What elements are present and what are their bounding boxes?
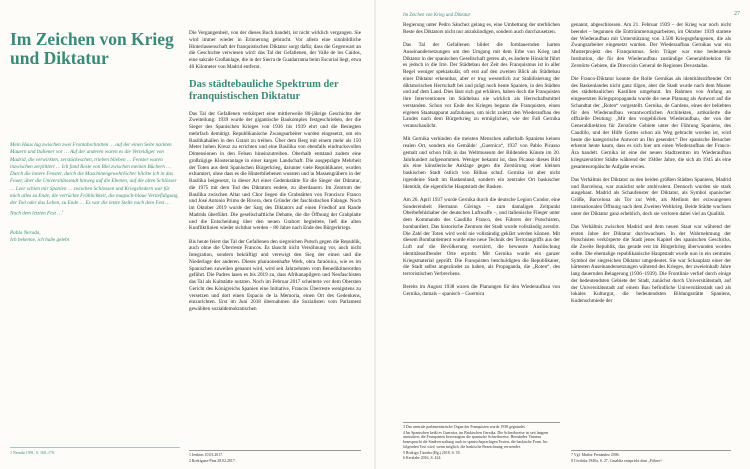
footnote: 1 Jenkins 10.03.2017.	[189, 453, 224, 457]
footnote: 7 Vgl. Muñoz Fernández 2006.	[571, 453, 620, 457]
left-column-footnotes	[189, 450, 361, 464]
body-paragraph: Die Franco-Diktatur konnte die Rolle Gernikas als identitätsstiftender Ort des Baskenlandes nicht ganz tilgen, aber die Stadt wurde nach dem Muster des städtebaulichen Kastilien umgebaut. Im Rahmen von Anfang an eingesetzten Kriegspropaganda wurde die neue Planung als Antwort auf die Schandtat der „Roten“ vorgestellt. Gernika, de Gardens, eines der beliebten für den Wiederaufbau verantwortlichen Architekten, artikulierte die offizielle Deutung: „Mit den vorgeblichen Wiederaufbau, der von der Generaldirektion für Zerstörte Gebiete unter der Führung Spaniens, des Caudillo, und der Hilfe Gottes schon als Weg gebracht worden ist, wird heute die kategorische Antwort an Ihn gesendet.“ Der spanische Besucher erkennt heute kaum, dass es sich hier um einen Wiederaufbau der Franco-Ära handelt. Gernika ist eine der neuen Stadtzentren im Wiederaufbau kriegszerstörter Städte während der 1940er Jahre, die sich ab 1945 als eine gesamteuropäische Aufgabe erwies.	[571, 75, 731, 170]
page-number: 27	[734, 11, 740, 17]
footnote: 3 Das zentrale parlamentarische Organ der Franquisten wurde 1938 gegründet.	[403, 425, 526, 429]
body-paragraph: Das Verhältnis der Diktatur zu den beiden größten Städten Spaniens, Madrid und Barcelona, war zunächst sehr ambivalent. Dennoch wurden sie stark ausgebaut. Madrid als Schaufenster der Diktatur, als Symbol spanischer Größe, Barcelona als Tor zur Welt, als Medium der erzwungenen internationalen Öffnung nach dem Zweiten Weltkrieg. Beide Städte wuchsen unter der Diktatur ganz erheblich, doch sie verloren dabei viel an Qualität.	[571, 176, 731, 217]
epigraph-author: Pablo Neruda,	[10, 230, 41, 236]
right-column-2-footnotes	[571, 450, 731, 464]
footnote: 2 Rodríguez-Pina 28.02.2017.	[189, 458, 236, 463]
footnote: 5 Rodrigo Tárraba (Hg.) 2018, S. 55.	[403, 450, 461, 455]
right-page	[376, 0, 750, 469]
footnote: 8 Córdoba 1940a, S. 27, Casaldiz entspricht dem „Führer“.	[571, 458, 663, 463]
left-text-column	[189, 30, 361, 468]
intro-paragraph: Die Vergangenheit, von der dieses Buch handelt, ist nicht wirklich vergangen. Sie wird immer wieder in Erinnerung gebracht. Vor allem eine sinnbildliche Hinterlassenschaft der franquistischen Diktatur sorgt dafür, dass die Gegenwart an die Geschichte verwiesen wird: das Tal der Gefallenen, der Valle de los Caídos, eine sakrale Großanlage, die in der Sierra de Guadarrama beim Escorial liegt, etwa 40 Kilometer von Madrid entfernt.	[189, 30, 361, 70]
left-page	[0, 0, 374, 469]
body-paragraph: Mit Gernika verbinden die meisten Menschen außerhalb Spaniens keinen realen Ort, sondern ein Gemälde: „Guernica“, 1937 von Pablo Picasso gemalt und schon früh in das Weltmuseum der Bildenden Künste im 20. Jahrhundert aufgenommen. Weniger bekannt ist, dass Picasso dieses Bild als eine künstlerische Anklage gegen die Zerstörung einer kleinen baskischen Stadt östlich von Bilbao schuf. Gernika ist aber nicht irgendeine Stadt im Baskenland, sondern ein zentraler Ort baskischer Identität, die eigentliche Hauptstadt der Basken.	[403, 136, 560, 190]
body-paragraph: Das Verhältnis zwischen Madrid und dem neuen Staat war während der ersten Jahre der Diktatur durchwachsen. In der Wahrnehmung der Putschisten verkörperte die Stadt jenes Kapitel des spanischen Geschicks, die Zweite Republik, das gerade erst im Bürgerkrieg überwunden worden sollte. Die ehemalige republikanische Hauptstadt wurde nun in ein zentrales Symbol der siegreichen Diktatur umgedeutet. Sie war Schauplatz einer der härtesten Auseinandersetzungen während des Krieges, der zweieinhalb Jahre lang dauernden Belagerung (1936–1939). Die Frontlinie verlief durch einige der bedeutendsten Gebiete der Stadt, zunächst durch Universitätsstadt, auf der Universitätsstadt auf einem Bau befindliche Universitätsstadt und als lokales Kulturgut, die bedeutendsten Bildungsstätte Spaniens, Kudenschmiede der	[571, 223, 731, 304]
body-paragraph: Das Tal der Gefallenen bildet die fortdauernden harten Auseinandersetzungen um den Umgang mit dem Erbe von Krieg und Diktatur in der spanischen Gesellschaft getreu ab, es änderte Hinsicht führt es jedoch in die Irre. Der Städtebau der Zeit des Franquismus ist in aller Regel weniger spektakulär, oft erst auf den zweiten Blick als Städtebau einer Diktatur erkennbar, aber er trug wesentlich zur Stabilisierung der diktatorischen Herrschaft bei und prägt noch heute Spanien, in den Städten und auf dem Land. Dies lässt sich gut erklären, haben doch die Franquisten ihre Interventionen im Städtebau nie wirklich als Herrschaftsmittel verstanden. Schon vor Ende des Krieges begann die Franquisten, einen eigenen Staatsapparat aufzubauen, um nicht zuletzt den Wiederaufbau des Landes nach dem Bürgerkrieg zu ermöglichen, wie der Fall Gernika veranschaulicht.	[403, 42, 560, 129]
right-text-column-1	[403, 22, 560, 419]
epigraph-text: Mein Haus lag zwischen zwei Frontabschnitten … auf der einen Seite nackten Mauern und Italiener vor … Auf der anderen waren es die Verteidiger von Madrid, die verwirkten, zerstückeschen, trieben blieben … Fenster waren inzwischen zerplittert … Ich fand Reste von Blei zwischen meinen Büchern … Durch die innere Fenster, durch die Maschinengewehrlöcher blickte ich in das Feuer, über die Universitätsstadt hinweg auf die Ebenen, auf die alten Schlösser … Leer schien mir Spanien … zwischen Schlossen und Kriegsliedern war für mich alles zu Ende, die verrückte Fröhlichkeit, die magisch-blaue Vertiefidigung, der Tod oder das Leben, zu Ende … Es war die letzte Stelle nach dem Fest … Nach dem letzten Fest …	[10, 142, 179, 217]
chapter-epigraph	[10, 142, 180, 218]
body-paragraph: Das Tal der Gefallenen verkörpert eine mittlerweile 80-jährige Geschichte der Zweiteilung: 1939 wurde der gigantische Baukomplex festgeschrieben, der die Sieger des Spanischen Krieges von 1936 bis 1939 ehrt und die Besiegten mehrfach demütigt. Republikanische Zwangsarbeiter wurden eingesetzt, um ein Basilikahallen in den Granit zu treiben. Über dem Berg mit einem mehr als 150 Meter hohen Kreuz zu errichten und eine Basilika von ebenfalls eindrucksvollen Dimensionen in den Felsen hineinzutreiben. Oberhalb entstand zudem eine großzügige Klosteranlage in einer kargen Landschaft. Die ausgeprägte Mehrheit der Toten aus dem Spanischen Bürgerkrieg, darunter viele Republikaner, wurden exhumiert, ohne dass es die Hinterbliebenen wussten und in Massengräbern in der Basilika beigesetzt, in dieser Art einer Gedenkstätte für die Sieger der Diktatur, die 1975 mit dem Tod des Diktators endete, zu überdauern. Im Zentrum der Basilika zwischen Altar und Chor liegen die Grabstätten von Francisco Franco und José Antonio Primo de Rivera, dem Gründer der faschistischen Falange. Noch im Oktober 2019 wurde der Sarg des Diktators auf einen Friedhof am Rande Madrids überführt. Die gesellschaftliche Debatte, die die Öffnung der Grabplatte und die Entscheidung über den neuen Grabort begleitete, ließ die alten Konfliktlinien wieder sichtbar werden – 80 Jahre nach Ende des Bürgerkriegs.	[189, 110, 361, 232]
body-paragraph: Am 26. April 1937 wurde Gernika durch die deutsche Legion Condor, eine Sondereinheit Hermann Görings – zum damaligen Zeitpunkt Oberbefehlshaber der deutschen Luftwaffe –, und italienische Flieger unter dem Kommando des Caudillo Franco, des Führers der Putschisten, bombardiert. Das historische Zentrum der Stadt wurde vollständig zerstört. Die Zahl der Toten wird wohl nie vollständig geklärt werden können. Mit diesem Bombardement wurde eine neue Technik des Terrorangriffs aus der Luft auf die Bevölkerung exerziert, die bewusste Auslöschung identitätsstiftender Orte erprobt. Mit Gernika wurde ein ganzer Kriegsmaterial geprüft. Die Franquisten beschuldigten die Republikaner, die Stadt selbst angezündet zu haben, als Propaganda, die „Roten“, des terroristischen Verbrechens.	[403, 196, 560, 277]
epigraph-source: Ich bekenne, ich habe gelebt	[10, 237, 70, 244]
right-column-1-footnotes	[403, 422, 560, 462]
epigraph-footnote: 1 Neruda 1991, S. 169–170.	[10, 447, 180, 455]
body-paragraph: Bereits im August 1938 waren die Planungen für den Wiederaufbau von Gernika, damals – spanisch – Guernica	[403, 284, 560, 297]
epigraph-attribution	[10, 230, 180, 245]
body-paragraph: genannt, abgeschlossen. Am 21. Februar 1939 – der Krieg war noch nicht beendet – begannen die Enttrümmerungsarbeiten, im Oktober 1939 startete der Wiederaufbau mit Unterstützung von 3.500 Kriegsgefangenen, die als Zwangsarbeiter eingesetzt wurden. Der Wiederaufbau Gernikas war ein Musterprojekt des Franquismus. Sein Träger war eine bedeutende Institution, die für den Wiederaufbau zuständige Generaldirektion für Zerstörte Gebiete, die Dirección General de Regiones Devastadas.	[571, 22, 731, 69]
chapter-title: Im Zeichen von Krieg und Diktatur	[10, 29, 174, 68]
footnote: 4 Im Spanischen heißt es Guernica, im Baskischen Gernika. Die Schreibweise ist seit langem umstritten; die Franquisten bevorzugten die spanische Schreibweise. Hernández Vinuesa beansprucht die Stadtverwaltung auch in spanischsprachigen Texten, die baskische Form. Im folgenden Text wird, wenn möglich, die baskische Bezeichnung verwendet.	[403, 430, 549, 450]
section-heading: Das städtebauliche Spektrum der franquistischen Diktatur	[189, 78, 339, 102]
body-paragraph: Regierung unter Pedro Sánchez gelang es, eine Umbettung der sterblichen Reste des Diktators nicht nur anzukündigen, sondern auch durchzusetzen.	[403, 22, 560, 35]
running-head: Im Zeichen von Krieg und Diktatur	[403, 13, 471, 18]
footnote: 6 Kerslake 2016, S. 424.	[403, 456, 442, 461]
right-text-column-2	[571, 22, 731, 447]
body-paragraph: Bis heute feiert das Tal der Gefallenen den siegreichen Putsch gegen die Republik, auch ohne die Überreste Francos. Es täuscht nicht Versöhnung vor, auch nicht Integration, sondern bekräftigt und verewigt den Sieg der einen und die Niederlage der anderen. Dieses pharaonenhafte Werk, obra faraónica, wie es im Spanischen zuweilen genannt wird, wird seit Jahrzehnten vom Benediktinerorden geführt. Die Padres lasen es bis 2019 zu, dass Afrikanapilgern und Neofaschisten das Tal als Kultstätte nutzten. Noch im Februar 2017 scheiterte vor dem Obersten Gericht des Königreichs Spanien eine Initiative, Francos Überreste wenigstens zu versetzen und dort einen Espacio de la Memoria, einen Ort des Gedenkens, einzurichten. Erst im Juni 2018 übernahmen die Sozialisten vom Parlament gewählten sozialdemokratischen	[189, 238, 361, 312]
epigraph-footnote-mark: 1	[61, 208, 64, 213]
